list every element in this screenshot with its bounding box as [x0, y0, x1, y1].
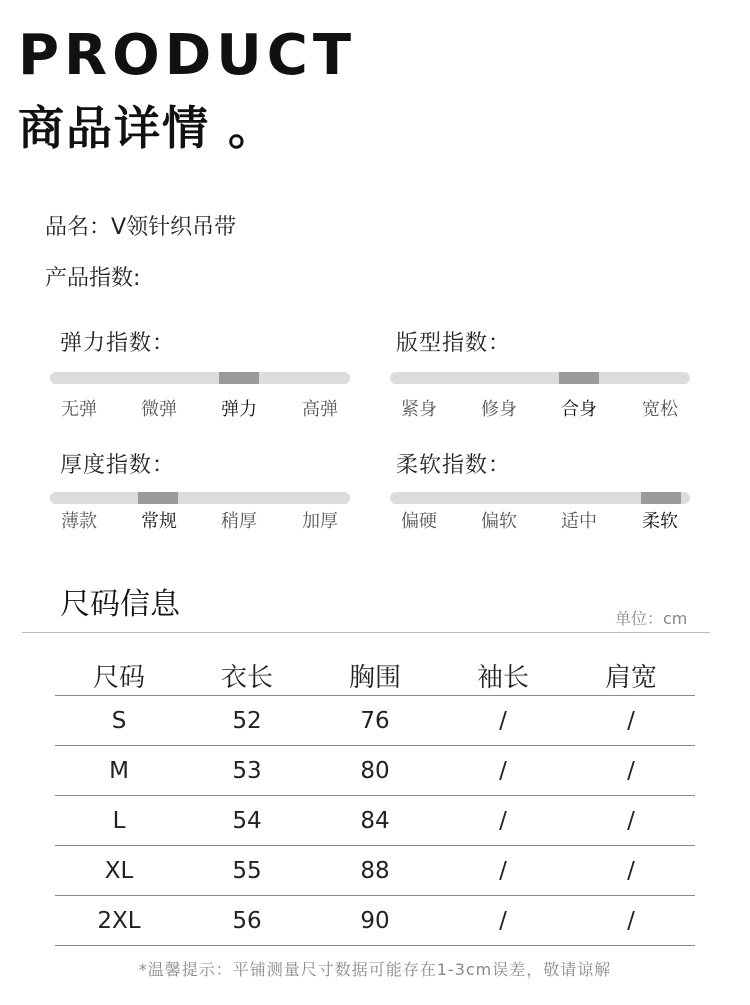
table-cell: /	[567, 746, 695, 796]
index-label: 厚度指数：	[60, 453, 176, 478]
index-option: 微弹	[141, 399, 177, 420]
index-label: 版型指数：	[396, 331, 512, 356]
index-label: 柔软指数：	[396, 453, 512, 478]
table-cell: /	[439, 796, 567, 846]
index-option: 偏软	[481, 511, 517, 532]
table-cell: 55	[183, 846, 311, 896]
index-option: 常规	[141, 511, 177, 532]
column-header: 肩宽	[567, 655, 695, 696]
index-indicator	[138, 492, 178, 504]
table-cell: 76	[311, 696, 439, 746]
table-cell: 2XL	[55, 896, 183, 946]
index-option: 弹力	[221, 399, 257, 420]
table-cell: /	[439, 746, 567, 796]
section-divider	[22, 632, 710, 633]
index-option: 宽松	[642, 399, 678, 420]
table-cell: 90	[311, 896, 439, 946]
index-option: 修身	[481, 399, 517, 420]
table-row	[55, 846, 695, 896]
table-cell: M	[55, 746, 183, 796]
table-row	[55, 796, 695, 846]
column-header: 衣长	[183, 655, 311, 696]
index-track	[50, 492, 350, 504]
index-indicator	[559, 372, 599, 384]
index-option: 薄款	[61, 511, 97, 532]
index-label: 弹力指数：	[60, 331, 176, 356]
table-cell: /	[439, 846, 567, 896]
size-table	[55, 655, 695, 946]
table-cell: 80	[311, 746, 439, 796]
index-option: 偏硬	[401, 511, 437, 532]
table-cell: /	[439, 696, 567, 746]
title-en: PRODUCT	[18, 23, 357, 88]
table-row	[55, 746, 695, 796]
index-option: 稍厚	[221, 511, 257, 532]
index-heading: 产品指数:	[45, 266, 141, 291]
index-option: 紧身	[401, 399, 437, 420]
product-name-value: V领针织吊带	[111, 215, 237, 240]
index-track	[50, 372, 350, 384]
index-elasticity	[50, 333, 350, 433]
title-cn: 商品详情 。	[18, 101, 277, 155]
table-cell: L	[55, 796, 183, 846]
table-row	[55, 696, 695, 746]
index-indicator	[219, 372, 259, 384]
index-option: 柔软	[642, 511, 678, 532]
column-header: 袖长	[439, 655, 567, 696]
index-option: 无弹	[61, 399, 97, 420]
index-indicator	[641, 492, 681, 504]
column-header: 胸围	[311, 655, 439, 696]
table-cell: /	[567, 896, 695, 946]
table-cell: XL	[55, 846, 183, 896]
table-cell: /	[567, 696, 695, 746]
table-cell: 54	[183, 796, 311, 846]
table-cell: /	[567, 846, 695, 896]
product-name-label: 品名：	[45, 215, 112, 240]
index-option: 合身	[561, 399, 597, 420]
measurement-note: *温馨提示：平铺测量尺寸数据可能存在1-3cm误差，敬请谅解	[138, 960, 612, 979]
table-cell: 84	[311, 796, 439, 846]
column-header: 尺码	[55, 655, 183, 696]
table-cell: 88	[311, 846, 439, 896]
index-track	[390, 492, 690, 504]
table-header-row	[55, 655, 695, 696]
table-cell: /	[439, 896, 567, 946]
index-option: 适中	[561, 511, 597, 532]
product-name	[45, 217, 236, 239]
size-section-title: 尺码信息	[60, 587, 180, 622]
table-cell: S	[55, 696, 183, 746]
table-row	[55, 896, 695, 946]
table-cell: 52	[183, 696, 311, 746]
unit-label: 单位：cm	[615, 609, 688, 628]
table-cell: 53	[183, 746, 311, 796]
table-cell: /	[567, 796, 695, 846]
index-thickness	[50, 455, 350, 555]
index-softness	[390, 455, 690, 555]
index-option: 高弹	[302, 399, 338, 420]
index-option: 加厚	[302, 511, 338, 532]
index-track	[390, 372, 690, 384]
table-cell: 56	[183, 896, 311, 946]
index-fit	[390, 333, 690, 433]
